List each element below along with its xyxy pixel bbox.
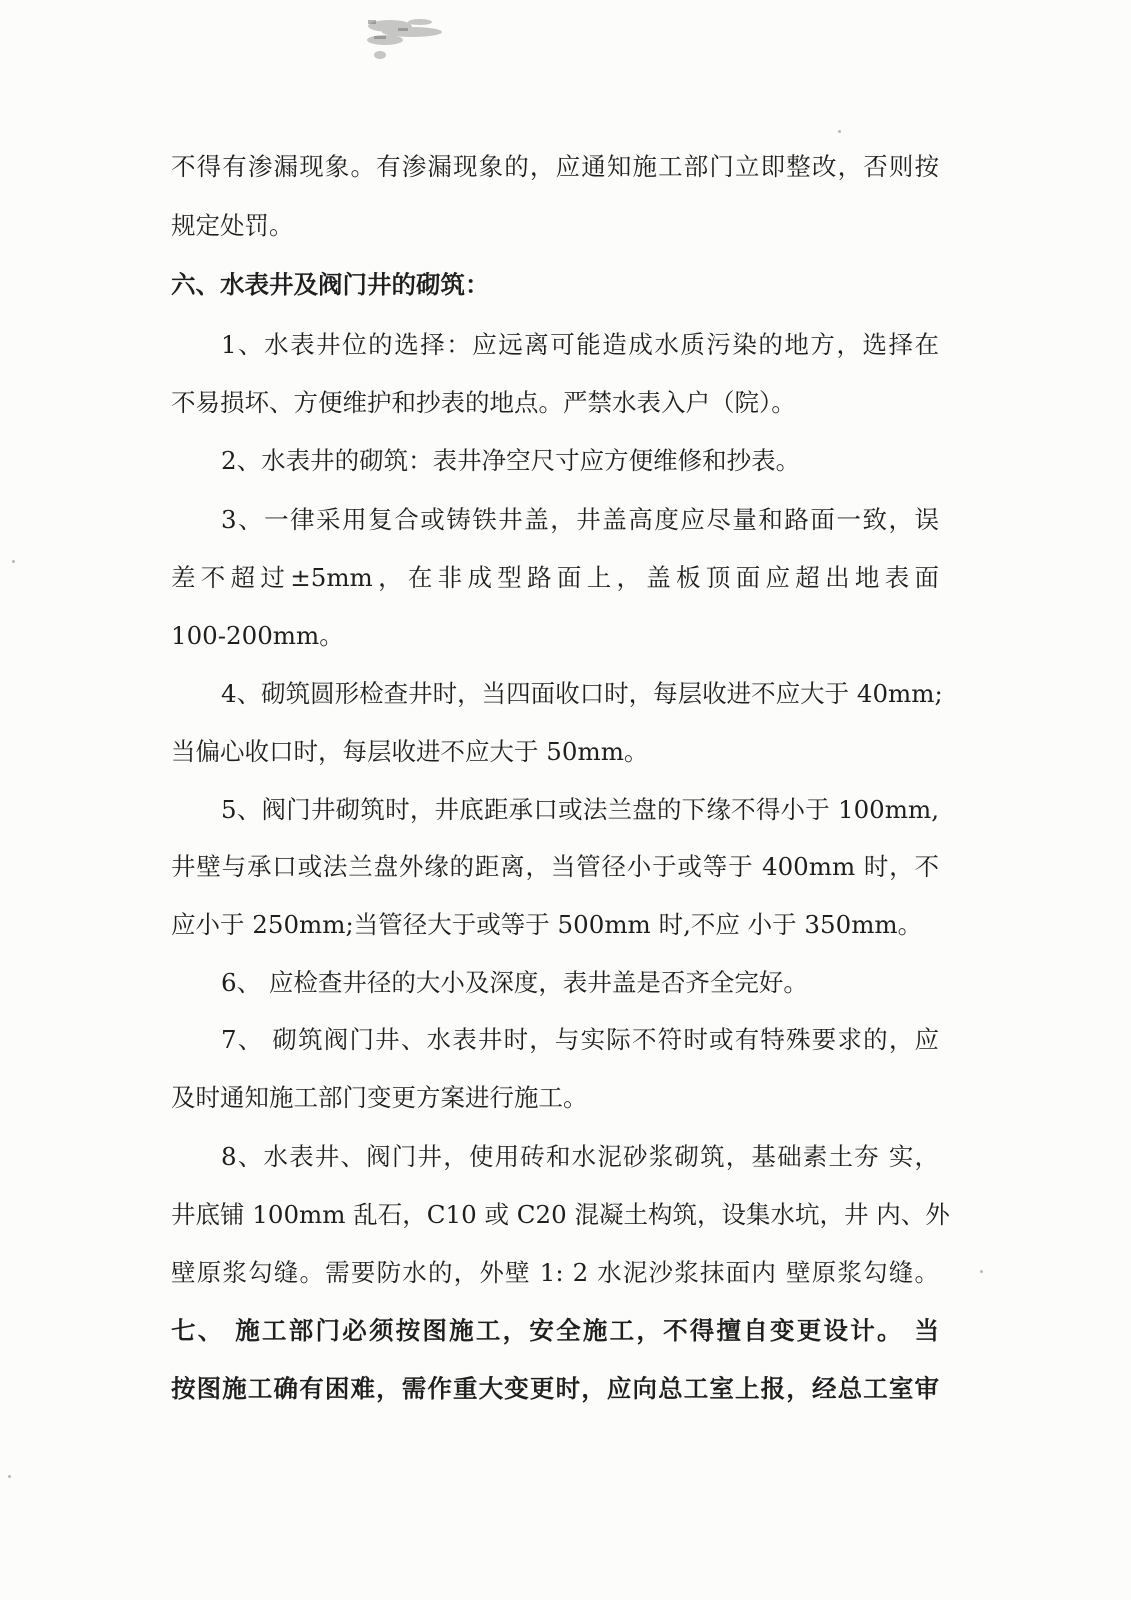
scan-speck xyxy=(8,1475,11,1478)
text-line: 不易损坏、方便维护和抄表的地点。严禁水表入户（院）。 xyxy=(171,388,796,417)
text-line: 井壁与承口或法兰盘外缘的距离，当管径小于或等于 400mm 时，不 xyxy=(171,852,939,881)
text-line: 7、 砌筑阀门井、水表井时，与实际不符时或有特殊要求的，应 xyxy=(221,1025,939,1054)
text-line: 4、砌筑圆形检查井时，当四面收口时，每层收进不应大于 40mm; xyxy=(221,679,943,708)
text-line: 井底铺 100mm 乱石，C10 或 C20 混凝土构筑，设集水坑，井 内、外 xyxy=(171,1200,950,1229)
text-line: 6、 应检查井径的大小及深度，表井盖是否齐全完好。 xyxy=(221,968,808,997)
text-line: 100-200mm。 xyxy=(171,621,344,650)
text-line: 应小于 250mm;当管径大于或等于 500mm 时,不应 小于 350mm。 xyxy=(171,910,923,939)
text-line: 2、水表井的砌筑：表井净空尺寸应方便维修和抄表。 xyxy=(221,446,801,475)
text-line: 5、阀门井砌筑时，井底距承口或法兰盘的下缘不得小于 100mm, xyxy=(221,795,939,824)
text-line: 按图施工确有困难，需作重大变更时，应向总工室上报，经总工室审 xyxy=(171,1374,939,1403)
text-line: 当偏心收口时，每层收进不应大于 50mm。 xyxy=(171,737,649,766)
text-line: 1、水表井位的选择：应远离可能造成水质污染的地方，选择在 xyxy=(221,330,939,359)
text-line: 3、一律采用复合或铸铁井盖，井盖高度应尽量和路面一致，误 xyxy=(221,505,939,534)
stamp-smudge xyxy=(350,10,460,65)
text-line: 8、水表井、阀门井，使用砖和水泥砂浆砌筑，基础素土夯 实， xyxy=(221,1142,939,1171)
text-line: 差不超过±5mm，在非成型路面上，盖板顶面应超出地表面 xyxy=(171,563,939,592)
scan-speck xyxy=(12,560,15,563)
scan-speck xyxy=(838,130,841,133)
section-heading: 七、 施工部门必须按图施工，安全施工，不得擅自变更设计。 当 xyxy=(171,1316,939,1345)
text-line: 壁原浆勾缝。需要防水的，外壁 1: 2 水泥沙浆抹面内 壁原浆勾缝。 xyxy=(171,1258,939,1287)
section-heading: 六、水表井及阀门井的砌筑： xyxy=(171,270,490,299)
text-line: 及时通知施工部门变更方案进行施工。 xyxy=(171,1083,588,1112)
text-line: 规定处罚。 xyxy=(171,211,294,240)
scan-speck xyxy=(980,1270,983,1273)
text-line: 不得有渗漏现象。有渗漏现象的，应通知施工部门立即整改，否则按 xyxy=(171,152,939,181)
